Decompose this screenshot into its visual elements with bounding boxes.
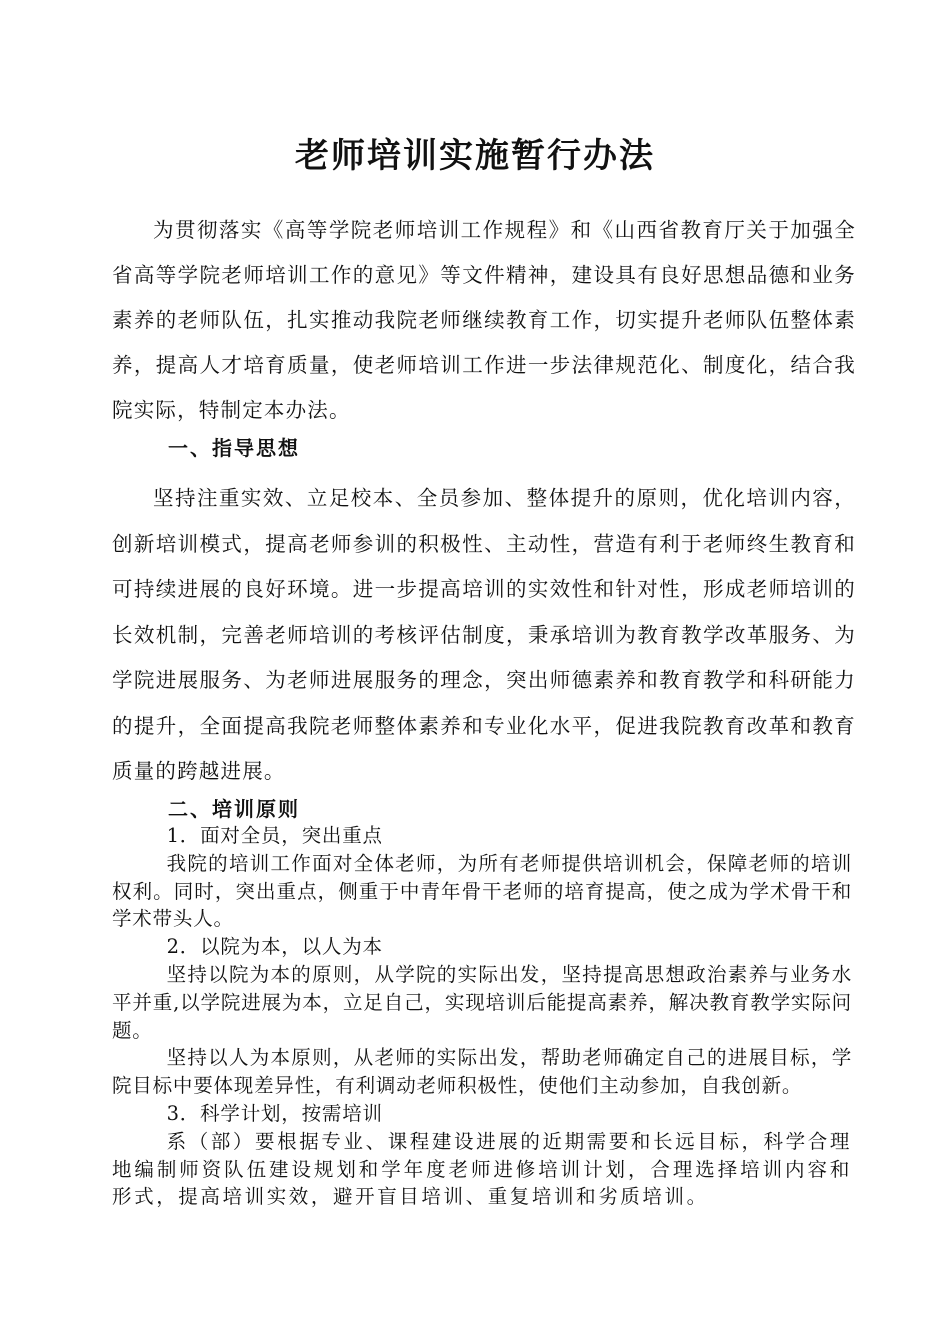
section-heading-training-principles: 二、培训原则 — [168, 797, 300, 821]
principle-2-body-a: 坚持以院为本的原则，从学院的实际出发，坚持提高思想政治素养与业务水平并重,以学院进展为本，立足自己，实现培训后能提高素养，解决教育教学实际问题。 — [112, 962, 852, 1042]
intro-paragraph: 为贯彻落实《高等学院老师培训工作规程》和《山西省教育厅关于加强全省高等学院老师培训工作的意见》等文件精神，建设具有良好思想品德和业务素养的老师队伍，扎实推动我院老师继续教育工作，切实提升老师队伍整体素养，提高人才培育质量，使老师培训工作进一步法律规范化、制度化，结合我院实际，特制定本办法。 — [112, 218, 856, 422]
principle-2-title: 2．以院为本，以人为本 — [166, 935, 383, 959]
principle-2-body-b: 坚持以人为本原则，从老师的实际出发，帮助老师确定自己的进展目标，学院目标中要体现差异性，有利调动老师积极性，使他们主动参加，自我创新。 — [112, 1046, 852, 1098]
section-body-training-principles — [112, 822, 852, 1211]
section-heading-guiding-thought: 一、指导思想 — [168, 436, 300, 460]
principle-1-body: 我院的培训工作面对全体老师，为所有老师提供培训机会，保障老师的培训权利。同时，突出重点，侧重于中青年骨干老师的培育提高，使之成为学术骨干和学术带头人。 — [112, 851, 852, 931]
principle-3-title: 3．科学计划，按需培训 — [166, 1101, 383, 1125]
principle-3-body: 系（部）要根据专业、课程建设进展的近期需要和长远目标，科学合理地编制师资队伍建设规划和学年度老师进修培训计划，合理选择培训内容和形式，提高培训实效，避开盲目培训、重复培训和劣质培训。 — [112, 1129, 852, 1209]
document-title: 老师培训实施暂行办法 — [295, 136, 655, 176]
principle-1-title: 1．面对全员，突出重点 — [166, 824, 383, 847]
section-body-guiding-thought: 坚持注重实效、立足校本、全员参加、整体提升的原则，优化培训内容，创新培训模式，提高老师参训的积极性、主动性，营造有利于老师终生教育和可持续进展的良好环境。进一步提高培训的实效性和针对性，形成老师培训的长效机制，完善老师培训的考核评估制度，秉承培训为教育教学改革服务、为学院进展服务、为老师进展服务的理念，突出师德素养和教育教学和科研能力的提升，全面提高我院老师整体素养和专业化水平，促进我院教育改革和教育质量的跨越进展。 — [112, 486, 856, 783]
